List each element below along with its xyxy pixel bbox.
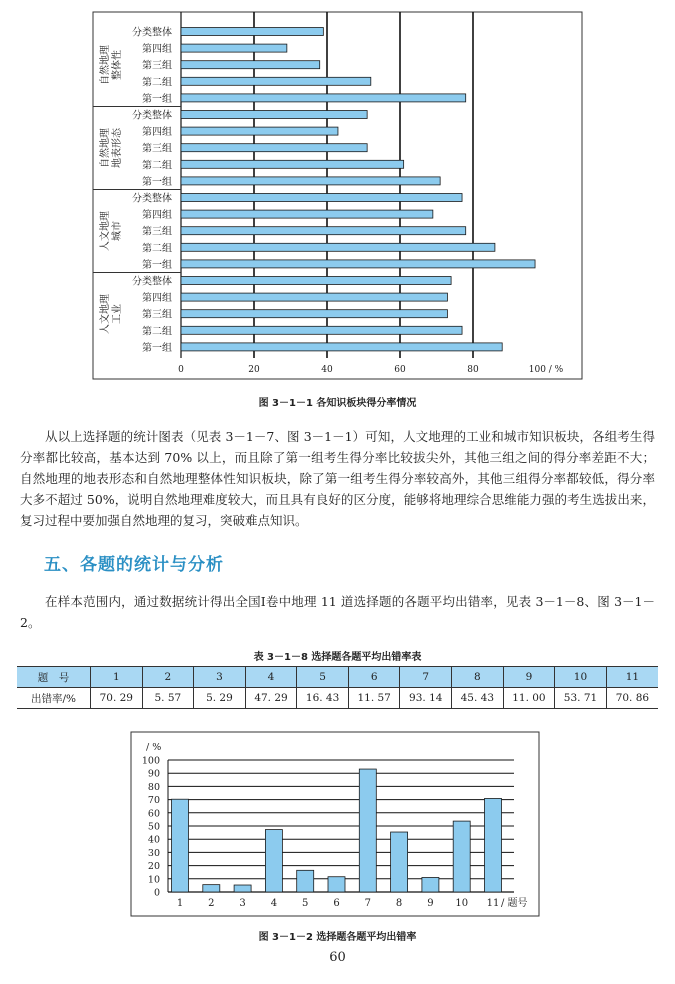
bar <box>181 94 466 102</box>
y-tick-label: 100 <box>141 755 160 767</box>
category-label: 分类整体 <box>132 110 172 122</box>
bar <box>181 210 433 218</box>
x-tick-label: 11 <box>486 898 500 909</box>
error-rate-table <box>17 666 658 709</box>
table-cell: 70. 29 <box>91 688 143 709</box>
bar <box>234 885 251 892</box>
y-tick-label: 40 <box>147 834 160 846</box>
y-tick-label: 80 <box>147 781 160 793</box>
x-tick-label: 10 <box>455 898 469 909</box>
y-tick-label: 30 <box>147 847 160 859</box>
bar <box>181 77 371 85</box>
category-label: 第一组 <box>142 176 172 188</box>
bar <box>181 144 367 152</box>
category-label: 第一组 <box>142 342 172 354</box>
group-label: 人文地理城市 <box>100 211 123 251</box>
table-cell: 70. 86 <box>606 688 658 709</box>
x-tick-label: 5 <box>302 898 309 909</box>
page-number: 60 <box>329 950 346 965</box>
y-tick-label: 90 <box>147 768 160 780</box>
bar <box>181 227 466 235</box>
y-tick-label: 70 <box>147 795 160 807</box>
table-cell: 45. 43 <box>452 688 504 709</box>
group-label: 自然地理地表形态 <box>100 128 123 168</box>
table-col: 4 <box>245 667 297 688</box>
x-tick-label: 100 / % <box>528 365 564 375</box>
bar <box>181 160 404 168</box>
bar <box>297 870 314 892</box>
table-col: 9 <box>503 667 555 688</box>
x-tick-label: 2 <box>208 898 215 909</box>
table-col: 8 <box>452 667 504 688</box>
group-label: 人文地理工业 <box>100 294 123 334</box>
y-tick-label: 20 <box>147 861 160 873</box>
x-tick-label: 9 <box>427 898 434 909</box>
table-col: 1 <box>91 667 143 688</box>
bar <box>172 799 189 892</box>
bar <box>453 821 470 892</box>
category-label: 分类整体 <box>132 276 172 288</box>
table-cell: 53. 71 <box>555 688 607 709</box>
bar <box>181 44 287 52</box>
bar <box>359 769 376 892</box>
category-label: 第三组 <box>142 60 172 72</box>
table-cell: 11. 00 <box>503 688 555 709</box>
bar <box>328 877 345 892</box>
table-cell: 47. 29 <box>245 688 297 709</box>
table-cell: 11. 57 <box>348 688 400 709</box>
bar <box>181 293 447 301</box>
bar <box>181 260 535 268</box>
table-value-row <box>17 688 658 709</box>
x-tick-label: 1 <box>176 898 184 909</box>
paragraph-analysis: 从以上选择题的统计图表（见表 3－1－7、图 3－1－1）可知，人文地理的工业和城市知识板块，各组考生得分率都比较高，基本达到 70% 以上，而且除了第一组考生得分率比较拔尖外，其他三组之间的得分率差距不大；自然地理的地表形态和自然地理整体性知识板块，除了第一组考生得分率较高外，其他三组得分率都较低，得分率大多不超过 50%，说明自然地理难度较大，而且具有良好的区分度，能够将地理综合思维能力强的考生选拔出来，复习过程中要加强自然地理的复习，突破难点知识。 <box>20 429 655 528</box>
bar <box>181 111 367 119</box>
bar <box>485 798 502 892</box>
y-tick-label: 0 <box>153 887 160 899</box>
table-cell: 5. 29 <box>194 688 246 709</box>
figure-error-rate <box>0 730 675 930</box>
group-label: 自然地理整体性 <box>100 45 123 85</box>
y-axis-unit: / % <box>146 742 162 753</box>
table-header-label: 题 号 <box>17 667 91 688</box>
category-label: 第三组 <box>142 309 172 321</box>
x-tick-label: 0 <box>178 365 184 375</box>
bar <box>181 194 462 202</box>
table-cell: 16. 43 <box>297 688 349 709</box>
x-tick-label: 6 <box>333 898 340 909</box>
table-col: 11 <box>606 667 658 688</box>
table-col: 7 <box>400 667 452 688</box>
category-label: 分类整体 <box>132 193 172 205</box>
bar <box>181 28 323 36</box>
bar <box>265 830 282 892</box>
bar <box>181 61 320 69</box>
x-tick-label: 4 <box>270 898 278 909</box>
category-label: 分类整体 <box>132 27 172 39</box>
category-label: 第四组 <box>142 293 172 305</box>
table-col: 3 <box>194 667 246 688</box>
figure2-caption: 图 3－1－2 选择题各题平均出错率 <box>258 932 417 943</box>
table-col: 10 <box>555 667 607 688</box>
y-tick-label: 50 <box>147 821 160 833</box>
bar <box>203 885 220 892</box>
x-tick-label: 60 <box>394 365 406 375</box>
table-col: 6 <box>348 667 400 688</box>
x-tick-label: 80 <box>467 365 479 375</box>
table-col: 2 <box>142 667 194 688</box>
x-tick-label: 3 <box>239 898 246 909</box>
category-label: 第二组 <box>142 326 172 338</box>
table-col: 5 <box>297 667 349 688</box>
category-label: 第三组 <box>142 226 172 238</box>
x-axis-unit: / 题号 <box>501 898 528 909</box>
category-label: 第四组 <box>142 44 172 56</box>
bar <box>422 877 439 892</box>
figure-knowledge-blocks <box>0 0 675 395</box>
category-label: 第四组 <box>142 210 172 222</box>
bar <box>181 127 338 135</box>
table-cell: 5. 57 <box>142 688 194 709</box>
category-label: 第一组 <box>142 93 172 105</box>
category-label: 第二组 <box>142 160 172 172</box>
x-tick-label: 7 <box>364 898 371 909</box>
category-label: 第一组 <box>142 259 172 271</box>
bar <box>181 277 451 285</box>
bar <box>181 243 495 251</box>
x-tick-label: 20 <box>248 365 260 375</box>
table-header-row <box>17 667 658 688</box>
section-title: 五、各题的统计与分析 <box>44 555 224 575</box>
table-row-label: 出错率/% <box>17 688 91 709</box>
bar <box>181 177 440 185</box>
x-tick-label: 8 <box>395 898 403 909</box>
table-cell: 93. 14 <box>400 688 452 709</box>
bar <box>181 343 502 351</box>
paragraph-intro: 在样本范围内，通过数据统计得出全国Ⅰ卷中地理 11 道选择题的各题平均出错率，见表 3－1－8、图 3－1－2。 <box>20 594 655 630</box>
x-tick-label: 40 <box>321 365 333 375</box>
figure1-caption: 图 3－1－1 各知识板块得分率情况 <box>258 398 417 409</box>
table-title: 表 3－1－8 选择题各题平均出错率表 <box>253 652 422 663</box>
y-tick-label: 60 <box>147 808 160 820</box>
category-label: 第三组 <box>142 143 172 155</box>
category-label: 第二组 <box>142 243 172 255</box>
category-label: 第四组 <box>142 127 172 139</box>
bar <box>181 326 462 334</box>
y-tick-label: 10 <box>147 874 160 886</box>
bar <box>391 832 408 892</box>
category-label: 第二组 <box>142 77 172 89</box>
bar <box>181 310 447 318</box>
